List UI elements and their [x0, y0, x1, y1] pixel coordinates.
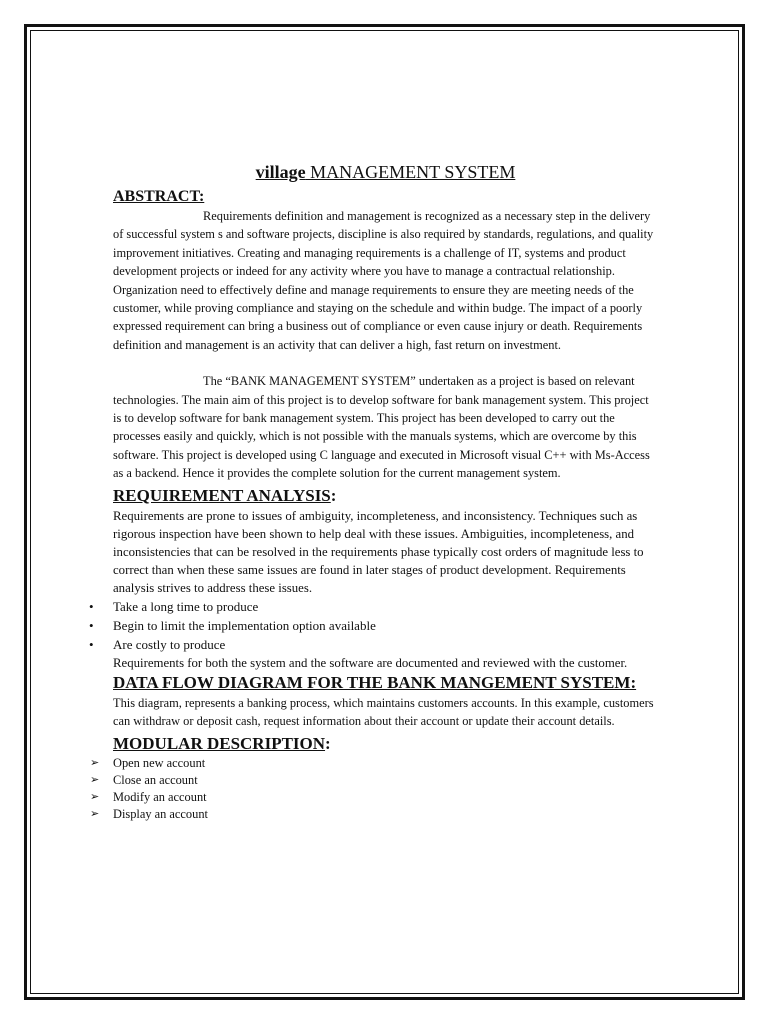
requirement-analysis-heading-colon: : — [330, 485, 337, 505]
modular-heading-colon: : — [325, 733, 331, 753]
list-item — [89, 616, 658, 635]
document-title — [113, 160, 658, 184]
bullet-icon: • — [89, 617, 94, 633]
arrow-bullet-icon: ➢ — [90, 790, 100, 803]
bullet-icon: • — [89, 636, 94, 652]
arrow-bullet-icon: ➢ — [90, 756, 100, 769]
list-item — [89, 635, 658, 654]
requirement-bullet-list — [89, 597, 658, 654]
list-item-text: Modify an account — [113, 789, 207, 804]
requirement-analysis-closing: Requirements for both the system and the software are documented and reviewed with the customer. — [113, 655, 628, 670]
list-item-text: Take a long time to produce — [113, 598, 259, 614]
abstract-paragraph-2: The “BANK MANAGEMENT SYSTEM” undertaken as a project is based on relevant technologies. The main aim of this project is to develop software for bank management system. This project is to develop software for bank management system. This project has been developed to carry out the processes easily and quickly, which is not possible with the manuals systems, which are overcome by this software. This project is developed using C language and executed in Microsoft visual C++ with Ms-Access as a backend. Hence it provides the complete solution for the current management system. — [113, 374, 650, 481]
arrow-bullet-icon: ➢ — [90, 773, 100, 786]
document-body — [89, 160, 658, 823]
modular-heading — [113, 733, 658, 755]
requirement-analysis-paragraph: Requirements are prone to issues of ambiguity, incompleteness, and inconsistency. Techniques such as rigorous inspection have been shown to help deal with these issues. Ambiguities, incompleteness, and inconsistencies that can be resolved in the requirements phase typically cost orders of magnitude less to correct than when these same issues are found in later stages of product development. Requirements analysis strives to address these issues. — [113, 508, 644, 595]
list-item — [90, 806, 658, 823]
arrow-bullet-icon: ➢ — [90, 807, 100, 820]
data-flow-heading: DATA FLOW DIAGRAM FOR THE BANK MANGEMENT SYSTEM: — [113, 672, 637, 692]
list-item — [90, 789, 658, 806]
list-item-text: Are costly to produce — [113, 636, 226, 652]
bullet-icon: • — [89, 598, 94, 614]
list-item-text: Open new account — [113, 755, 206, 770]
abstract-section — [113, 187, 658, 483]
modular-heading-text: MODULAR DESCRIPTION — [113, 733, 326, 753]
document-title-lead: village — [255, 162, 306, 182]
modular-section — [90, 733, 658, 823]
list-item-text: Begin to limit the implementation option available — [113, 617, 376, 633]
data-flow-section — [113, 672, 658, 731]
abstract-paragraph-1: Requirements definition and management is recognized as a necessary step in the delivery of successful system s and software projects, discipline is also required by standards, regulations, and quality improvement initiatives. Creating and managing requirements is a challenge of IT, systems and product development projects or indeed for any activity where you have to manage a contractual relationship. Organization need to effectively define and manage requirements to ensure they are meeting needs of the customer, while proving compliance and staying on the schedule and within budge. The impact of a poorly expressed requirement can bring a business out of compliance or even cause injury or death. Requirements definition and management is an activity that can deliver a high, fast return on investment. — [113, 209, 654, 352]
list-item — [90, 755, 658, 772]
abstract-heading: ABSTRACT: — [113, 188, 205, 205]
requirement-analysis-heading-text: REQUIREMENT ANALYSIS — [113, 485, 331, 505]
list-item-text: Display an account — [113, 806, 208, 821]
data-flow-paragraph: This diagram, represents a banking process, which maintains customers accounts. In this example, customers can withdraw or deposit cash, request information about their account or update their account details. — [113, 695, 654, 729]
list-item — [90, 772, 658, 789]
list-item — [89, 597, 658, 616]
paragraph-spacer — [113, 354, 658, 372]
document-title-main: MANAGEMENT SYSTEM — [305, 162, 516, 182]
list-item-text: Close an account — [113, 772, 198, 787]
requirement-analysis-section — [89, 485, 658, 672]
requirement-analysis-heading — [113, 485, 658, 507]
module-list — [90, 755, 658, 823]
